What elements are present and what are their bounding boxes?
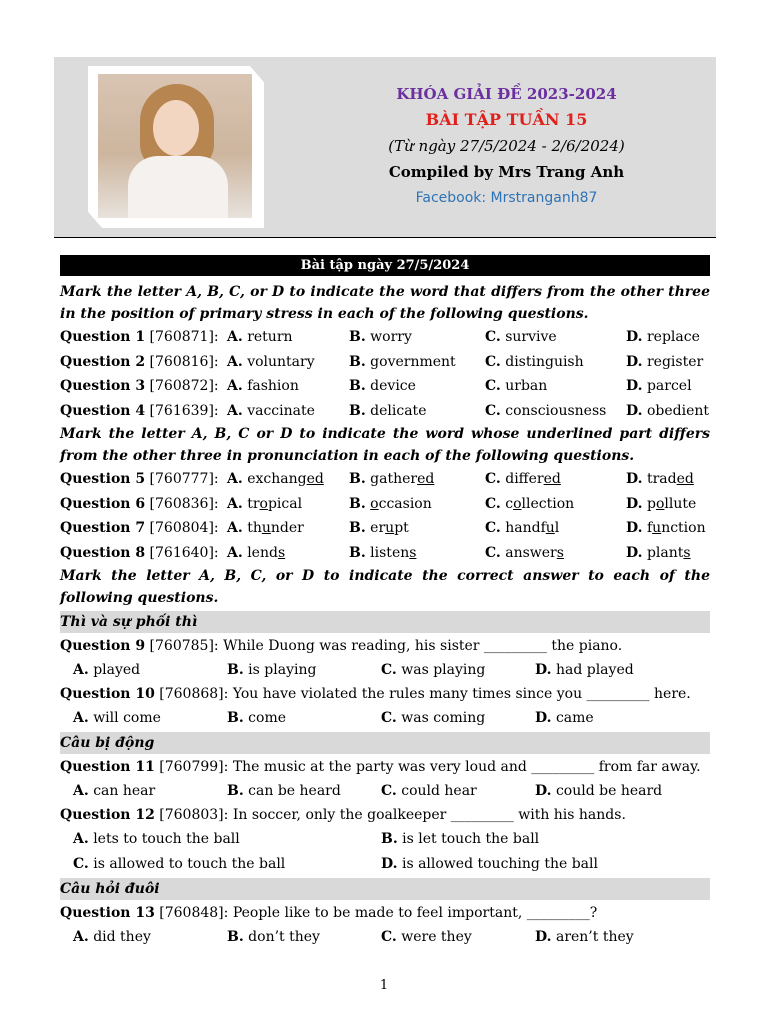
option-letter: B.: [349, 544, 366, 561]
word-prefix: th: [247, 520, 262, 536]
answer-option[interactable]: [73, 852, 381, 877]
question-code: [760803]:: [159, 807, 229, 823]
question-row: [60, 516, 710, 541]
answer-option[interactable]: [381, 706, 535, 730]
options-row: [60, 852, 710, 877]
answer-option[interactable]: [381, 925, 535, 949]
option-letter: D.: [626, 471, 643, 487]
underlined-part: u: [385, 520, 395, 536]
word-prefix: gather: [370, 471, 418, 487]
underlined-part: o: [655, 495, 665, 512]
word-prefix: exchang: [247, 471, 307, 487]
option-text: will come: [93, 710, 161, 726]
underlined-part: s: [683, 544, 691, 561]
options-row: [60, 706, 710, 730]
option-letter: C.: [485, 329, 501, 345]
question-code: [760836]:: [149, 495, 219, 512]
option-text: device: [370, 378, 416, 394]
answer-option[interactable]: [73, 706, 227, 730]
worksheet-content: [60, 255, 710, 949]
underlined-part: ed: [306, 471, 324, 487]
word-prefix: trad: [646, 471, 677, 487]
underlined-part: o: [370, 495, 379, 512]
option-text: survive: [505, 329, 557, 345]
option-text: was coming: [401, 710, 486, 726]
section-heading: Câu hỏi đuôi: [60, 878, 710, 900]
option-text: did they: [93, 929, 151, 945]
word-suffix: nction: [661, 520, 706, 536]
question-number: Question 1: [60, 329, 146, 345]
answer-option[interactable]: [349, 541, 485, 566]
photo-body: [128, 156, 228, 218]
option-letter: C.: [381, 710, 397, 726]
option-letter: A.: [227, 495, 243, 512]
question-text: The music at the party was very loud and _________ from far away.: [232, 759, 701, 775]
answer-option[interactable]: [227, 467, 349, 492]
options-row: [60, 658, 710, 682]
answer-option[interactable]: [349, 399, 485, 424]
word-suffix: nder: [270, 520, 304, 536]
answer-option[interactable]: [626, 492, 696, 517]
stress-questions: [60, 325, 710, 423]
answer-option[interactable]: [485, 325, 626, 350]
question-row: [60, 399, 710, 424]
question-label: [60, 374, 227, 399]
question-code: [760871]:: [149, 329, 219, 345]
answer-option[interactable]: [485, 516, 626, 541]
option-letter: A.: [73, 783, 89, 799]
option-text: lets to touch the ball: [93, 831, 240, 847]
answer-option[interactable]: [626, 516, 706, 541]
answer-option[interactable]: [349, 350, 485, 375]
question-number: Question 8: [60, 544, 146, 561]
option-letter: D.: [626, 520, 643, 536]
option-text: played: [93, 662, 141, 678]
option-letter: D.: [381, 855, 398, 872]
answer-option[interactable]: [349, 374, 485, 399]
question-text: While Duong was reading, his sister _________ the piano.: [223, 638, 623, 654]
option-text: return: [247, 329, 293, 345]
option-text: replace: [646, 329, 700, 345]
answer-option[interactable]: [535, 706, 594, 730]
option-text: come: [248, 710, 287, 726]
underlined-part: u: [545, 520, 555, 536]
answer-option[interactable]: [227, 706, 381, 730]
answer-option[interactable]: [73, 827, 381, 852]
option-text: had played: [555, 662, 634, 678]
week-title: BÀI TẬP TUẦN 15: [425, 110, 588, 129]
question-row: [60, 325, 710, 350]
page-number: 1: [379, 978, 389, 993]
answer-option[interactable]: [227, 374, 349, 399]
answer-option[interactable]: [535, 779, 662, 803]
question-code: [760777]:: [149, 471, 219, 487]
option-letter: B.: [349, 402, 366, 419]
option-letter: C.: [381, 783, 397, 799]
option-letter: B.: [349, 520, 366, 536]
option-letter: A.: [73, 831, 89, 847]
question-code: [760868]:: [159, 686, 229, 702]
underlined-part: ed: [543, 471, 561, 487]
answer-option[interactable]: [626, 541, 691, 566]
author-photo-frame: [88, 66, 264, 228]
option-text: was playing: [401, 662, 486, 678]
word-prefix: differ: [505, 471, 544, 487]
answer-option[interactable]: [227, 492, 349, 517]
option-text: aren’t they: [555, 929, 634, 945]
author-photo: [98, 74, 252, 218]
word-suffix: llection: [521, 495, 575, 512]
question-number: Question 9: [60, 638, 146, 654]
options-row: [60, 779, 710, 803]
compiled-by: Compiled by Mrs Trang Anh: [388, 163, 625, 181]
word-prefix: plant: [646, 544, 684, 561]
underlined-part: u: [652, 520, 662, 536]
option-text: came: [555, 710, 594, 726]
question-text: In soccer, only the goalkeeper _________ with his hands.: [232, 807, 626, 823]
word-suffix: pt: [394, 520, 409, 536]
question-row: [60, 350, 710, 375]
answer-option[interactable]: [535, 658, 634, 682]
option-letter: B.: [349, 353, 366, 370]
question-number: Question 5: [60, 471, 146, 487]
question-row: [60, 467, 710, 492]
options-row: [60, 925, 710, 949]
answer-option[interactable]: [485, 350, 626, 375]
option-text: could be heard: [555, 783, 663, 799]
underlined-part: s: [556, 544, 564, 561]
question-row: [60, 541, 710, 566]
answer-option[interactable]: [73, 925, 227, 949]
question-label: [60, 467, 227, 492]
option-letter: D.: [535, 710, 552, 726]
option-letter: A.: [73, 929, 89, 945]
answer-option[interactable]: [381, 779, 535, 803]
word-prefix: p: [646, 495, 656, 512]
answer-option[interactable]: [227, 658, 381, 682]
answer-option[interactable]: [227, 925, 381, 949]
option-text: vaccinate: [247, 402, 315, 419]
facebook-link[interactable]: Facebook: Mrstranganh87: [415, 190, 598, 206]
option-letter: B.: [227, 783, 244, 799]
answer-option[interactable]: [381, 827, 539, 852]
option-letter: C.: [485, 471, 501, 487]
question-stem: [60, 901, 710, 925]
course-title: KHÓA GIẢI ĐỀ 2023-2024: [396, 85, 617, 103]
word-prefix: answer: [505, 544, 557, 561]
option-letter: D.: [626, 329, 643, 345]
question-code: [760816]:: [149, 353, 219, 370]
options-row: [60, 827, 710, 852]
option-letter: A.: [227, 378, 243, 394]
option-letter: C.: [485, 520, 501, 536]
document-header: [54, 57, 716, 237]
instruction-pronunciation: Mark the letter A, B, C or D to indicate the word whose underlined part differs from the other three in pronunciation in each of the following questions.: [60, 426, 710, 464]
question-stem: [60, 682, 710, 706]
option-letter: C.: [485, 495, 501, 512]
answer-option[interactable]: [227, 399, 349, 424]
option-letter: A.: [227, 520, 243, 536]
option-letter: C.: [485, 544, 501, 561]
answer-option[interactable]: [227, 779, 381, 803]
question-label: [60, 541, 227, 566]
instruction-correct-answer: Mark the letter A, B, C, or D to indicate the correct answer to each of the following questions.: [60, 568, 710, 606]
question-number: Question 11: [60, 759, 155, 775]
answer-option[interactable]: [349, 467, 485, 492]
section-heading: Thì và sự phối thì: [60, 611, 710, 633]
option-letter: D.: [626, 495, 643, 512]
word-prefix: listen: [370, 544, 410, 561]
option-letter: A.: [73, 710, 89, 726]
option-letter: A.: [227, 402, 243, 419]
option-text: worry: [370, 329, 412, 345]
day-title: Bài tập ngày 27/5/2024: [60, 255, 710, 276]
option-letter: C.: [485, 402, 501, 419]
answer-option[interactable]: [227, 516, 349, 541]
question-label: [60, 516, 227, 541]
option-letter: A.: [73, 662, 89, 678]
section-heading: Câu bị động: [60, 732, 710, 754]
pronunciation-questions: [60, 467, 710, 565]
question-number: Question 3: [60, 378, 146, 394]
underlined-part: u: [261, 520, 271, 536]
answer-option[interactable]: [349, 516, 485, 541]
answer-option[interactable]: [349, 325, 485, 350]
question-stem: [60, 634, 710, 658]
option-letter: C.: [73, 855, 89, 872]
question-code: [761639]:: [149, 402, 219, 419]
answer-option[interactable]: [535, 925, 634, 949]
answer-option[interactable]: [485, 374, 626, 399]
question-code: [760799]:: [159, 759, 229, 775]
word-prefix: lend: [247, 544, 278, 561]
question-code: [760872]:: [149, 378, 219, 394]
answer-option[interactable]: [485, 541, 626, 566]
word-suffix: llute: [664, 495, 697, 512]
question-label: [60, 325, 227, 350]
question-code: [761640]:: [149, 544, 219, 561]
question-number: Question 12: [60, 807, 155, 823]
question-label: [60, 492, 227, 517]
option-letter: B.: [227, 929, 244, 945]
date-range: (Từ ngày 27/5/2024 - 2/6/2024): [388, 137, 625, 155]
question-stem: [60, 803, 710, 827]
option-text: delicate: [370, 402, 427, 419]
question-number: Question 7: [60, 520, 146, 536]
answer-option[interactable]: [485, 467, 626, 492]
word-suffix: pical: [267, 495, 303, 512]
answer-option[interactable]: [381, 852, 598, 877]
question-number: Question 10: [60, 686, 155, 702]
option-text: parcel: [646, 378, 692, 394]
word-prefix: c: [505, 495, 514, 512]
answer-option[interactable]: [73, 779, 227, 803]
question-stem: [60, 755, 710, 779]
option-letter: A.: [227, 471, 243, 487]
option-text: voluntary: [247, 353, 315, 370]
answer-option[interactable]: [626, 399, 709, 424]
option-letter: C.: [485, 353, 501, 370]
option-letter: B.: [349, 329, 366, 345]
option-letter: B.: [381, 831, 398, 847]
option-letter: C.: [381, 929, 397, 945]
option-text: can hear: [93, 783, 156, 799]
underlined-part: s: [409, 544, 417, 561]
option-letter: D.: [535, 783, 552, 799]
option-letter: D.: [626, 402, 643, 419]
answer-option[interactable]: [485, 399, 626, 424]
option-text: is let touch the ball: [402, 831, 540, 847]
option-letter: C.: [485, 378, 501, 394]
option-text: fashion: [247, 378, 299, 394]
question-sections: [60, 611, 710, 949]
question-text: People like to be made to feel important, _________?: [232, 905, 598, 921]
option-text: urban: [505, 378, 548, 394]
option-letter: D.: [535, 929, 552, 945]
answer-option[interactable]: [626, 325, 700, 350]
answer-option[interactable]: [73, 658, 227, 682]
underlined-part: ed: [676, 471, 694, 487]
question-number: Question 2: [60, 353, 146, 370]
option-letter: B.: [349, 495, 366, 512]
instruction-stress: Mark the letter A, B, C, or D to indicate the word that differs from the other three in the position of primary stress in each of the following questions.: [60, 284, 710, 322]
answer-option[interactable]: [227, 325, 349, 350]
answer-option[interactable]: [626, 467, 694, 492]
underlined-part: s: [277, 544, 286, 561]
option-letter: C.: [381, 662, 397, 678]
underlined-part: ed: [417, 471, 435, 487]
underlined-part: o: [259, 495, 268, 512]
question-code: [760848]:: [159, 905, 229, 921]
word-prefix: tr: [247, 495, 260, 512]
answer-option[interactable]: [626, 374, 692, 399]
question-code: [760804]:: [149, 520, 219, 536]
header-text: [304, 81, 709, 211]
word-suffix: l: [554, 520, 560, 536]
word-prefix: er: [370, 520, 386, 536]
option-text: can be heard: [248, 783, 341, 799]
option-letter: A.: [227, 329, 243, 345]
photo-face: [153, 100, 199, 156]
option-letter: D.: [535, 662, 552, 678]
question-text: You have violated the rules many times since you _________ here.: [232, 686, 691, 702]
option-text: could hear: [401, 783, 477, 799]
underlined-part: o: [513, 495, 522, 512]
answer-option[interactable]: [227, 541, 349, 566]
option-letter: B.: [227, 710, 244, 726]
question-number: Question 4: [60, 402, 146, 419]
answer-option[interactable]: [381, 658, 535, 682]
question-label: [60, 350, 227, 375]
word-prefix: handf: [505, 520, 546, 536]
option-text: government: [370, 353, 456, 370]
option-text: consciousness: [505, 402, 607, 419]
header-divider: [54, 237, 716, 238]
option-text: is allowed to touch the ball: [93, 855, 286, 872]
option-letter: D.: [626, 544, 643, 561]
option-letter: B.: [227, 662, 244, 678]
answer-option[interactable]: [626, 350, 703, 375]
option-text: distinguish: [505, 353, 584, 370]
option-text: is allowed touching the ball: [401, 855, 598, 872]
answer-option[interactable]: [485, 492, 626, 517]
question-label: [60, 399, 227, 424]
answer-option[interactable]: [349, 492, 485, 517]
option-text: obedient: [646, 402, 710, 419]
option-text: is playing: [248, 662, 317, 678]
answer-option[interactable]: [227, 350, 349, 375]
question-code: [760785]:: [149, 638, 219, 654]
option-letter: A.: [227, 353, 243, 370]
option-text: were they: [401, 929, 472, 945]
option-letter: A.: [227, 544, 243, 561]
option-letter: B.: [349, 378, 366, 394]
word-prefix: f: [646, 520, 653, 536]
option-text: register: [646, 353, 704, 370]
option-letter: D.: [626, 378, 643, 394]
option-letter: D.: [626, 353, 643, 370]
question-row: [60, 492, 710, 517]
question-number: Question 6: [60, 495, 146, 512]
question-row: [60, 374, 710, 399]
question-number: Question 13: [60, 905, 155, 921]
option-text: don’t they: [248, 929, 320, 945]
word-suffix: ccasion: [378, 495, 432, 512]
option-letter: B.: [349, 471, 366, 487]
